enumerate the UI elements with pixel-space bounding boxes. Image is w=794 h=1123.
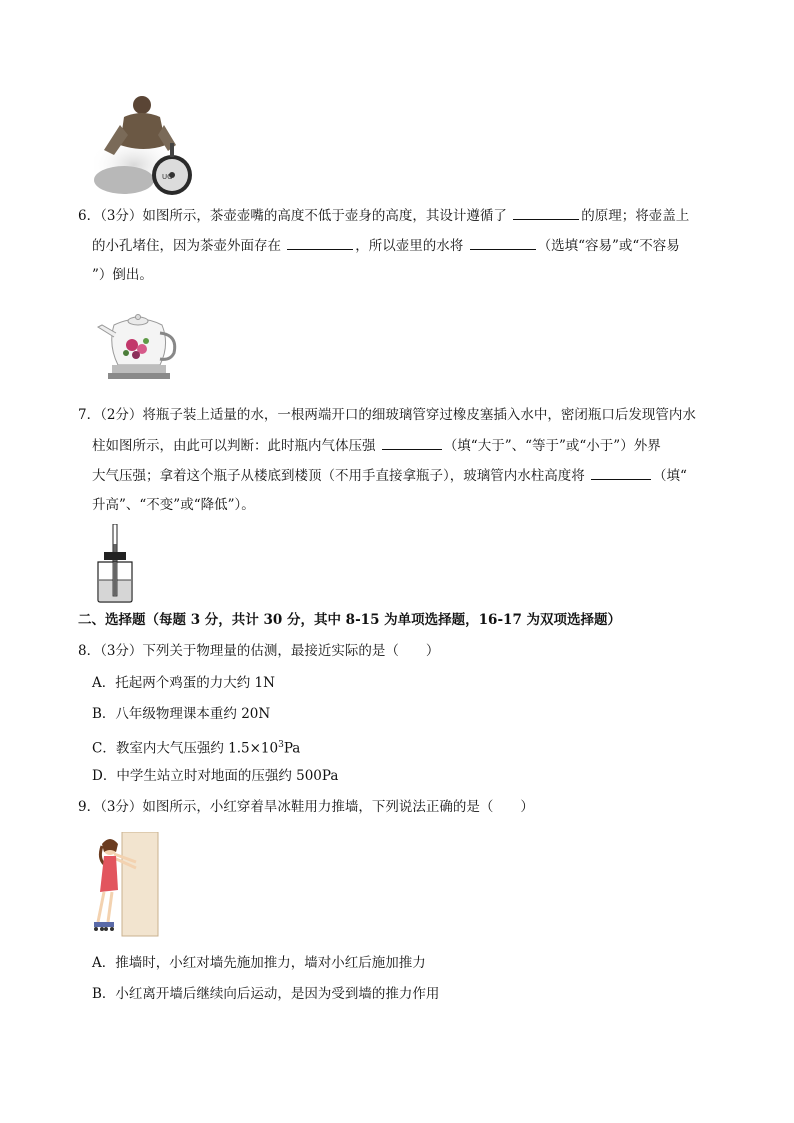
q9-option-b[interactable]: B．小红离开墙后继续向后运动，是因为受到墙的推力作用 [92, 986, 440, 1002]
q8-option-c[interactable]: C．教室内大气压强约 $1.5\times 10^3Pa$ [92, 740, 301, 757]
pressure-cooker-figure [94, 95, 204, 197]
q6-line-2: 的小孔堵住，因为茶壶外面存在 ，所以壶里的水将 （选填“容易”或“不容易 [92, 235, 680, 256]
q7-blank-1[interactable] [382, 435, 442, 450]
q6-line-3: ”）倒出。 [92, 267, 153, 283]
q7-line-4: 升高”、“不变”或“降低”）。 [92, 497, 255, 513]
q9-option-a[interactable]: A．推墙时，小红对墙先施加推力，墙对小红后施加推力 [92, 955, 426, 971]
bottle-tube-figure [94, 524, 136, 604]
q8-stem: 8．（3分）下列关于物理量的估测，最接近实际的是（ ） [78, 643, 440, 659]
girl-pushing-wall-figure [94, 832, 160, 938]
section-2-heading: 二、选择题（每题 3 分，共计 30 分，其中 8-15 为单项选择题，16-17 为双项选择题） [78, 612, 622, 628]
q7-line-2: 柱如图所示，由此可以判断：此时瓶内气体压强 （填“大于”、“等于”或“小于”）外界 [92, 435, 661, 456]
q7-blank-2[interactable] [591, 465, 651, 480]
q7-line-3: 大气压强；拿着这个瓶子从楼底到楼顶（不用手直接拿瓶子），玻璃管内水柱高度将 （填“ [92, 465, 687, 486]
q6-line-1: 6．（3分）如图所示，茶壶壶嘴的高度不低于壶身的高度，其设计遵循了 的原理；将壶盖上 [78, 205, 689, 226]
q8-option-a[interactable]: A．托起两个鸡蛋的力大约 1N [92, 675, 275, 691]
q8-option-b[interactable]: B．八年级物理课本重约 20N [92, 706, 271, 722]
q9-stem: 9．（3分）如图所示，小红穿着旱冰鞋用力推墙，下列说法正确的是（ ） [78, 799, 534, 815]
q6-blank-2[interactable] [287, 235, 353, 250]
q6-blank-3[interactable] [470, 235, 536, 250]
q7-line-1: 7．（2分）将瓶子装上适量的水，一根两端开口的细玻璃管穿过橡皮塞插入水中，密闭瓶口后发现管内水 [78, 407, 696, 423]
q6-blank-1[interactable] [513, 205, 579, 220]
svg-text:UG: UG [162, 173, 173, 181]
q8-option-d[interactable]: D．中学生站立时对地面的压强约 500Pa [92, 768, 339, 784]
teapot-figure [94, 305, 184, 385]
